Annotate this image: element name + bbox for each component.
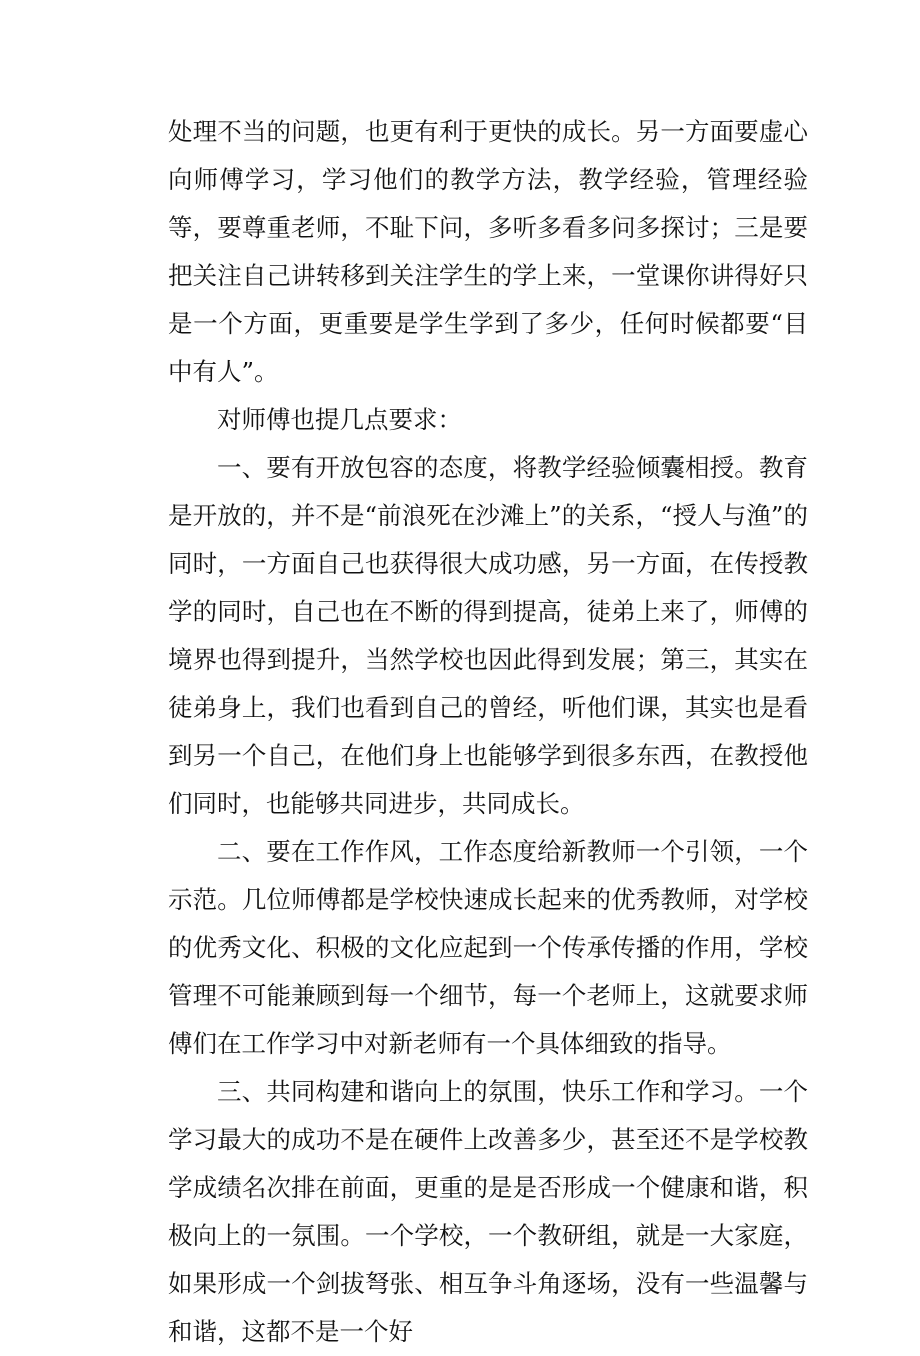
paragraph-2: 对师傅也提几点要求： — [217, 405, 462, 434]
document-body — [168, 108, 808, 1356]
paragraph-4: 二、要在工作作风，工作态度给新教师一个引领，一个示范。几位师傅都是学校快速成长起来的优秀教师，对学校的优秀文化、积极的文化应起到一个传承传播的作用，学校管理不可能兼顾到每一个细节，每一个老师上，这就要求师傅们在工作学习中对新老师有一个具体细致的指导。 — [168, 837, 808, 1058]
paragraph-5: 三、共同构建和谐向上的氛围，快乐工作和学习。一个学习最大的成功不是在硬件上改善多少，甚至还不是学校教学成绩名次排在前面，更重的是是否形成一个健康和谐，积极向上的一氛围。一个学校，一个教研组，就是一大家庭，如果形成一个剑拔弩张、相互争斗角逐场，没有一些温馨与和谐，这都不是一个好 — [168, 1077, 808, 1346]
paragraph-1: 处理不当的问题，也更有利于更快的成长。另一方面要虚心向师傅学习，学习他们的教学方法，教学经验，管理经验等，要尊重老师，不耻下问，多听多看多问多探讨；三是要把关注自己讲转移到关注学生的学上来，一堂课你讲得好只是一个方面，更重要是学生学到了多少，任何时候都要“目中有人”。 — [168, 117, 808, 386]
paragraph-3: 一、要有开放包容的态度，将教学经验倾囊相授。教育是开放的，并不是“前浪死在沙滩上”的关系，“授人与渔”的同时，一方面自己也获得很大成功感，另一方面，在传授教学的同时，自己也在不断的得到提高，徒弟上来了，师傅的境界也得到提升，当然学校也因此得到发展；第三，其实在徒弟身上，我们也看到自己的曾经，听他们课，其实也是看到另一个自己，在他们身上也能够学到很多东西，在教授他们同时，也能够共同进步，共同成长。 — [168, 453, 808, 818]
